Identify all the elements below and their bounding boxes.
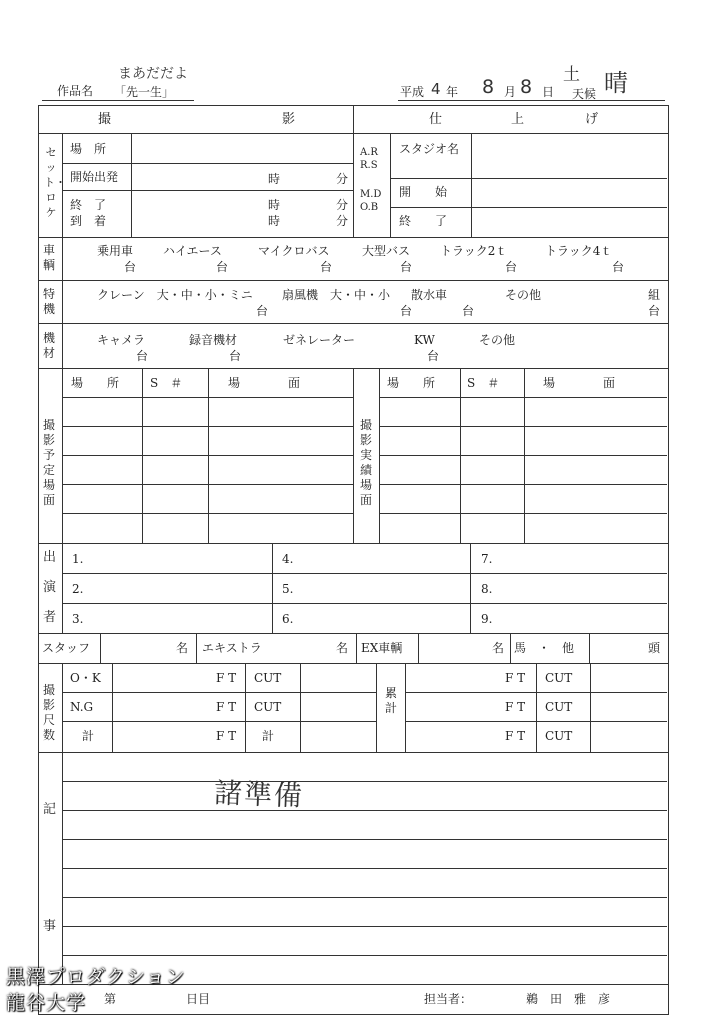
shiage-header-3: げ: [585, 112, 599, 127]
tokki-crane: クレーン 大・中・小・ミニ: [97, 288, 253, 302]
uma-to: 頭: [648, 641, 661, 655]
yotei-col-bamen: 場 面: [228, 376, 301, 390]
extra-mei: 名: [336, 641, 349, 655]
date-heisei: 平成: [400, 85, 425, 99]
staff-label: スタッフ: [42, 641, 91, 655]
date-month: 8: [482, 76, 495, 98]
yotei-col-s: S ＃: [150, 376, 183, 390]
kizai-item-3: ゼネレーター: [283, 333, 356, 347]
shutsuen-side-1: 出: [43, 550, 57, 565]
kizai-item-1: キャメラ: [97, 333, 146, 347]
sharyo-unit-2: 台: [216, 260, 229, 274]
footer-tanto-name: 鵜 田 雅 彦: [526, 992, 611, 1006]
ex-sharyo-mei: 名: [492, 641, 505, 655]
footer-dai: 第: [104, 992, 117, 1006]
sharyo-item-2: ハイエース: [163, 244, 222, 258]
kaishi-fun: 分: [336, 172, 349, 186]
cast-num-8: 8.: [481, 582, 493, 596]
kiji-handwritten: 諸準備: [213, 776, 305, 813]
ruikei-ft-1: F T: [505, 671, 526, 685]
sakuhin-value: 「先一生」: [114, 85, 175, 99]
yotei-col-basho: 場 所: [71, 376, 120, 390]
cast-num-9: 9.: [481, 612, 493, 626]
shuryo2-label: 終 了: [399, 214, 448, 228]
satsuei-header-1: 撮: [98, 112, 112, 127]
sharyo-unit-1: 台: [124, 260, 137, 274]
jisseki-col-bamen: 場 面: [543, 376, 616, 390]
watermark-line-1: 黒澤プロダクション: [6, 966, 186, 988]
cut-ng: CUT: [254, 700, 282, 714]
weather-value: 晴: [604, 69, 628, 97]
basho-label: 場 所: [70, 142, 107, 156]
yotei-side-label: 撮影予定場面: [42, 418, 55, 507]
sharyo-item-4: 大型バス: [362, 244, 411, 258]
date-weekday: 土: [563, 65, 580, 85]
shuryo-ji: 時: [268, 198, 281, 212]
cut-kei: 計: [262, 729, 275, 743]
set-loke-side-label: セット・ロケ: [44, 146, 66, 219]
ruikei-cut-2: CUT: [545, 700, 573, 714]
tokki-side-label: 特機: [42, 287, 55, 316]
date-tsuki: 月: [504, 85, 517, 99]
kizai-item-2: 録音機材: [189, 333, 238, 347]
cast-num-5: 5.: [282, 582, 294, 596]
cast-num-7: 7.: [481, 552, 493, 566]
kiji-side-bottom: 事: [43, 919, 57, 934]
jisseki-col-s: S ＃: [467, 376, 500, 390]
ft-ok: F T: [216, 671, 237, 685]
form-frame: [38, 105, 669, 1015]
ex-sharyo-label: EX車輌: [361, 641, 403, 655]
cast-num-3: 3.: [72, 612, 84, 626]
tokki-unit-2: 台: [400, 304, 413, 318]
kizai-unit-3: 台: [427, 349, 440, 363]
shutsuen-side-2: 演: [43, 580, 57, 595]
satsuei-header-2: 影: [282, 112, 296, 127]
kizai-item-5: その他: [479, 333, 516, 347]
kaishi-label: 開始出発: [70, 170, 119, 184]
extra-label: エキストラ: [202, 641, 262, 655]
sharyo-item-6: トラック4ｔ: [545, 244, 613, 258]
tokki-unit-4: 台: [648, 304, 661, 318]
shiage-header-2: 上: [511, 112, 525, 127]
date-nichi: 日: [542, 85, 555, 99]
shuryo-label: 終 了: [70, 198, 107, 212]
film-side-label: 撮影尺数: [42, 683, 55, 742]
cut-ok: CUT: [254, 671, 282, 685]
ar-label: A.R: [360, 147, 378, 158]
tokki-sonota: その他: [505, 288, 542, 302]
tokki-sansui: 散水車: [411, 288, 448, 302]
film-ng-label: N.G: [70, 700, 94, 714]
cast-num-2: 2.: [72, 582, 84, 596]
tokki-unit-1: 台: [256, 304, 269, 318]
kiji-side-top: 記: [43, 802, 57, 817]
watermark-line-2: 龍谷大学: [6, 992, 87, 1014]
ruikei-cut-1: CUT: [545, 671, 573, 685]
shutsuen-side-3: 者: [43, 610, 57, 625]
rs-label: R.S: [360, 160, 378, 171]
ruikei-label: 累計: [384, 686, 397, 715]
cast-num-4: 4.: [282, 552, 294, 566]
kaishi-ji: 時: [268, 172, 281, 186]
tokki-kumi: 組: [648, 288, 661, 302]
footer-nichime: 日目: [186, 992, 211, 1006]
tochaku-fun: 分: [336, 214, 349, 228]
shuryo-fun: 分: [336, 198, 349, 212]
footer-tanto-label: 担当者：: [424, 992, 473, 1006]
sharyo-unit-3: 台: [320, 260, 333, 274]
film-kei-label: 計: [82, 729, 95, 743]
sharyo-item-5: トラック2ｔ: [440, 244, 508, 258]
tochaku-ji: 時: [268, 214, 281, 228]
sharyo-unit-5: 台: [505, 260, 518, 274]
ruikei-ft-3: F T: [505, 729, 526, 743]
sharyo-unit-6: 台: [612, 260, 625, 274]
kizai-item-4: KW: [414, 333, 435, 347]
studio-label: スタジオ名: [399, 142, 460, 156]
tokki-senpuki: 扇風機 大・中・小: [282, 288, 391, 302]
jisseki-col-basho: 場 所: [387, 376, 436, 390]
cast-num-6: 6.: [282, 612, 294, 626]
kizai-unit-1: 台: [136, 349, 149, 363]
kizai-side-label: 機材: [42, 331, 55, 360]
ft-kei: F T: [216, 729, 237, 743]
ob-label: O.B: [360, 202, 379, 213]
ft-ng: F T: [216, 700, 237, 714]
tokki-unit-3: 台: [462, 304, 475, 318]
shiage-header-1: 仕: [429, 112, 443, 127]
kizai-unit-2: 台: [229, 349, 242, 363]
date-day: 8: [520, 76, 533, 98]
jisseki-side-label: 撮影実績場面: [359, 418, 372, 507]
uma-label: 馬 ・ 他: [514, 641, 575, 655]
sharyo-item-1: 乗用車: [97, 244, 134, 258]
date-nen: 年: [446, 85, 459, 99]
cast-num-1: 1.: [72, 552, 84, 566]
staff-mei: 名: [176, 641, 189, 655]
md-label: M.D: [360, 189, 382, 200]
kaishi2-label: 開 始: [399, 185, 448, 199]
sharyo-unit-4: 台: [400, 260, 413, 274]
tochaku-label: 到 着: [70, 214, 107, 228]
tenko-label: 天候: [572, 87, 597, 101]
date-year: 4: [431, 80, 441, 98]
sharyo-item-3: マイクロバス: [258, 244, 330, 258]
sharyo-side-label: 車輌: [42, 243, 55, 272]
ruikei-ft-2: F T: [505, 700, 526, 714]
ruikei-cut-3: CUT: [545, 729, 573, 743]
sakuhin-label: 作品名: [57, 84, 94, 98]
film-ok-label: O・K: [70, 671, 101, 685]
handwritten-title: まあだだよ: [118, 66, 188, 82]
